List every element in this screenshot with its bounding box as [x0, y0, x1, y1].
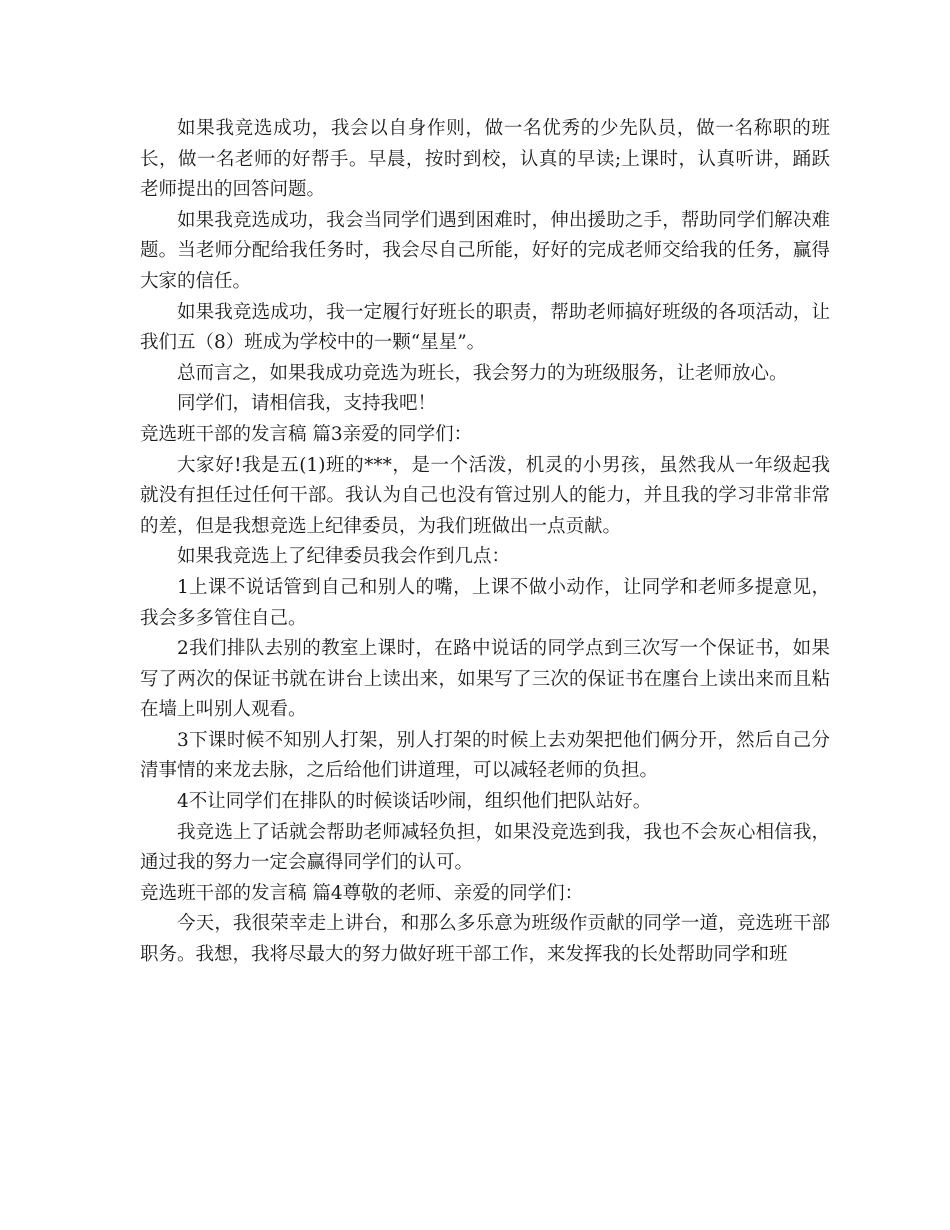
section-heading: 竞选班干部的发言稿 篇4尊敬的老师、亲爱的同学们： — [140, 882, 584, 904]
list-paragraph: 1上课不说话管到自己和别人的嘴，上课不做小动作，让同学和老师多提意见，我会多多管住自己。 — [140, 576, 830, 629]
paragraph: 同学们，请相信我，支持我吧！ — [177, 393, 437, 415]
paragraph: 如果我竞选成功，我会以自身作则，做一名优秀的少先队员，做一名称职的班长，做一名老师的好帮手。早晨，按时到校，认真的早读;上课时，认真听讲，踊跃老师提出的回答问题。 — [140, 118, 830, 201]
section-heading: 竞选班干部的发言稿 篇3亲爱的同学们： — [140, 423, 473, 445]
list-paragraph: 2我们排队去别的教室上课时，在路中说话的同学点到三次写一个保证书，如果写了两次的保证书就在讲台上读出来，如果写了三次的保证书在廛台上读出来而且粘在墙上叫别人观看。 — [140, 638, 830, 721]
list-paragraph: 3下课时候不知别人打架，别人打架的时候上去劝架把他们俩分开，然后自己分清事情的来龙去脉，之后给他们讲道理，可以减轻老师的负担。 — [140, 729, 830, 782]
list-paragraph: 4不让同学们在排队的时候谈话吵闹，组织他们把队站好。 — [177, 791, 652, 813]
document-body — [140, 114, 830, 971]
paragraph: 如果我竞选成功，我会当同学们遇到困难时，伸出援助之手，帮助同学们解决难题。当老师分配给我任务时，我会尽自己所能，好好的完成老师交给我的任务，赢得大家的信任。 — [140, 209, 830, 292]
paragraph: 今天，我很荣幸走上讲台，和那么多乐意为班级作贡献的同学一道，竞选班干部职务。我想，我将尽最大的努力做好班干部工作，来发挥我的长处帮助同学和班 — [140, 913, 830, 966]
paragraph: 大家好!我是五(1)班的***，是一个活泼，机灵的小男孩，虽然我从一年级起我就没有担任过任何干部。我认为自己也没有管过别人的能力，并且我的学习非常非常的差，但是我想竞选上纪律委员，为我们班做出一点贡献。 — [140, 454, 830, 537]
paragraph: 总而言之，如果我成功竞选为班长，我会努力的为班级服务，让老师放心。 — [177, 362, 788, 384]
paragraph: 我竞选上了话就会帮助老师减轻负担，如果没竞选到我，我也不会灰心相信我，通过我的努力一定会赢得同学们的认可。 — [140, 821, 830, 874]
paragraph: 如果我竞选上了纪律委员我会作到几点： — [177, 546, 511, 568]
paragraph: 如果我竞选成功，我一定履行好班长的职责，帮助老师搞好班级的各项活动，让我们五（8）班成为学校中的一颗“星星”。 — [140, 301, 830, 354]
